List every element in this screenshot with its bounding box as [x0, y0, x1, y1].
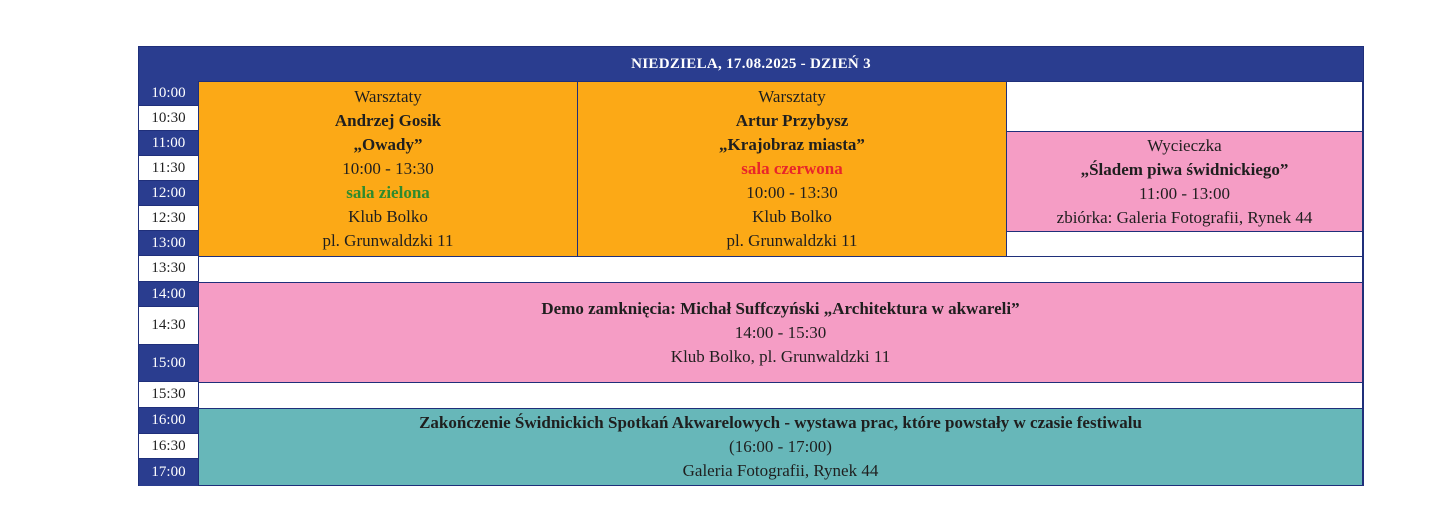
time-slot: 17:00 — [139, 459, 198, 486]
demo-cell — [198, 282, 1363, 383]
empty-cell — [1006, 231, 1363, 257]
event-type: Warsztaty — [354, 87, 422, 106]
event-address: pl. Grunwaldzki 11 — [726, 231, 858, 250]
event-place: Klub Bolko — [348, 207, 428, 226]
event-meeting-point: zbiórka: Galeria Fotografii, Rynek 44 — [1056, 207, 1313, 227]
time-slot: 15:30 — [139, 382, 198, 408]
workshop-gosik-cell — [198, 81, 578, 257]
empty-cell — [1006, 81, 1363, 132]
trip-cell — [1006, 131, 1363, 232]
time-slot: 11:00 — [139, 131, 198, 156]
event-hours: 10:00 - 13:30 — [342, 159, 434, 178]
empty-row — [198, 256, 1363, 283]
time-slot: 12:00 — [139, 181, 198, 206]
empty-row — [198, 382, 1363, 409]
event-host: Artur Przybysz — [735, 111, 849, 130]
workshop-przybysz-cell — [577, 81, 1007, 257]
time-slot: 14:30 — [139, 307, 198, 345]
event-hours: (16:00 - 17:00) — [729, 437, 832, 456]
event-title: „Owady” — [353, 135, 423, 154]
event-hours: 11:00 - 13:00 — [1139, 183, 1230, 203]
event-place: Klub Bolko, pl. Grunwaldzki 11 — [670, 346, 891, 366]
event-title: „Śladem piwa świdnickiego” — [1080, 159, 1289, 179]
event-hours: 10:00 - 13:30 — [746, 183, 838, 202]
event-title: Demo zamknięcia: Michał Suffczyński „Architektura w akwareli” — [541, 298, 1020, 318]
event-title: „Krajobraz miasta” — [719, 135, 865, 154]
event-host: Andrzej Gosik — [334, 111, 442, 130]
time-slot: 10:00 — [139, 81, 198, 106]
event-type: Wycieczka — [1147, 135, 1222, 155]
time-slot: 16:00 — [139, 408, 198, 434]
time-slot: 11:30 — [139, 156, 198, 181]
time-slot: 13:00 — [139, 231, 198, 256]
event-address: pl. Grunwaldzki 11 — [322, 231, 454, 250]
event-place: Galeria Fotografii, Rynek 44 — [682, 461, 879, 480]
time-slot: 13:30 — [139, 256, 198, 282]
event-title: Zakończenie Świdnickich Spotkań Akwarelowych - wystawa prac, które powstały w czasie festiwalu — [419, 413, 1142, 432]
time-slot: 16:30 — [139, 434, 198, 459]
time-slot: 10:30 — [139, 106, 198, 131]
event-room: sala czerwona — [741, 159, 843, 178]
event-place: Klub Bolko — [752, 207, 832, 226]
day-header: NIEDZIELA, 17.08.2025 - DZIEŃ 3 — [139, 47, 1363, 81]
event-hours: 14:00 - 15:30 — [734, 322, 827, 342]
time-slot: 15:00 — [139, 345, 198, 382]
closing-cell — [198, 408, 1363, 486]
event-room: sala zielona — [346, 183, 430, 202]
time-slot: 14:00 — [139, 282, 198, 307]
time-slot: 12:30 — [139, 206, 198, 231]
event-type: Warsztaty — [758, 87, 826, 106]
schedule-table — [138, 46, 1364, 486]
